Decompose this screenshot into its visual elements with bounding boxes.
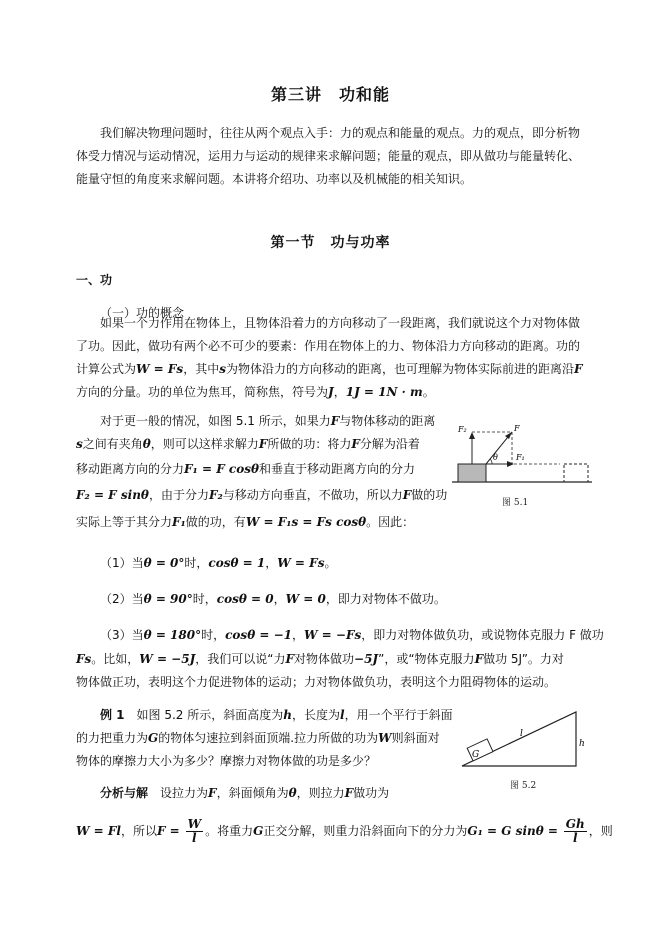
intro-paragraph: 我们解决物理问题时，往往从两个观点入手：力的观点和能量的观点。力的观点，即分析物体受力情况与运动情况，运用力与运动的规律来求解问题；能量的观点，即从做功与能量转化、能量守恒的角度来求解问题。本讲将介绍功、功率以及机械能的相关知识。 (76, 126, 581, 186)
moved-block-outline (564, 464, 588, 482)
figure-5-1-diagram (452, 420, 592, 490)
example-1-line1: 例 1 如图 5.2 所示，斜面高度为h，长度为l，用一个平行于斜面 (100, 708, 453, 722)
angle-arc (490, 459, 492, 464)
para2-line3: 移动距离方向的分力F₁ = F cosθ和垂直于移动距离方向的分力 (76, 462, 415, 476)
label-theta: θ (493, 453, 498, 462)
case-3-conclusion: 物体做正功，表明这个力促进物体的运动；力对物体做负功，表明这个力阻碍物体的运动。 (76, 675, 557, 689)
example-label: 例 1 (100, 708, 125, 722)
analysis-line1: 分析与解 设拉力为F，斜面倾角为θ，则拉力F做功为 (100, 786, 390, 800)
figure-5-2-caption: 图 5.2 (510, 781, 537, 791)
analysis-label: 分析与解 (100, 786, 149, 800)
para2-line5: 实际上等于其分力F₁做的功，有W = F₁s = Fs cosθ。因此： (76, 515, 415, 529)
formula-w-fs: W = Fs (136, 362, 184, 376)
fraction-gh-over-l: $\frac{Gh}{l}$ (565, 817, 585, 845)
analysis-line2: W = Fl，所以F = $\frac{W}{l}$ 。将重力G正交分解，则重力沿斜面向下的分力为G₁ = G sinθ = $\frac{Gh}{l}$ ，则 (76, 817, 613, 845)
para2-line2: s之间有夹角θ，则可以这样求解力F所做的功：将力F分解为沿着 (76, 437, 420, 451)
case-2: （2）当θ = 90°时，cosθ = 0，W = 0，即力对物体不做功。 (100, 592, 446, 606)
label-h: h (579, 739, 585, 749)
section-title: 第一节 功与功率 (270, 235, 391, 251)
label-f: F (514, 424, 520, 433)
para2-line4: F₂ = F sinθ，由于分力F₂与移动方向垂直，不做功，所以力F做的功 (76, 488, 448, 502)
force-f1-arrowhead (507, 461, 514, 467)
subheading-concept: （一）功的概念 (100, 306, 185, 320)
para2-line1: 对于更一般的情况，如图 5.1 所示，如果力F与物体移动的距离 (100, 414, 436, 428)
paragraph-work-definition: 如果一个力作用在物体上，且物体沿着力的方向移动了一段距离，我们就说这个力对物体做了功。因此，做功有两个必不可少的要素：作用在物体上的力、物体沿力方向移动的距离。功的计算公式为W = Fs，其中s为物体沿力的方向移动的距离，也可理解为物体实际前进的距离沿F方向的分量。功的单位为焦耳，简称焦，符号为J，1J = 1N · m。 (76, 316, 583, 399)
figure-5-2-diagram (458, 708, 588, 772)
label-f1: F₁ (516, 453, 525, 462)
formula-unit: 1J = 1N · m (345, 385, 423, 399)
label-f2: F₂ (458, 425, 467, 434)
heading-work: 一、功 (76, 273, 113, 287)
case-1: （1）当θ = 0°时，cosθ = 1，W = Fs。 (100, 556, 337, 570)
block (458, 464, 486, 482)
figure-5-1-caption: 图 5.1 (502, 498, 529, 508)
fraction-w-over-l: $\frac{W}{l}$ (187, 817, 202, 845)
case-3: （3）当θ = 180°时，cosθ = −1，W = −Fs，即力对物体做负功，或说物体克服力 F 做功 (100, 628, 604, 642)
label-l: l (520, 729, 523, 739)
example-1-line3: 物体的摩擦力大小为多少？摩擦力对物体做的功是多少？ (76, 754, 377, 768)
case-3-continued: Fs。比如，W = −5J，我们可以说“力F对物体做功−5J”，或“物体克服力F做功 5J”。力对 (76, 652, 564, 666)
force-f2-arrowhead (469, 432, 475, 439)
force-f-arrowhead (505, 432, 512, 439)
lecture-title: 第三讲 功和能 (270, 85, 390, 104)
label-g: G (472, 750, 480, 760)
example-1-line2: 的力把重力为G的物体匀速拉到斜面顶端.拉力所做的功为W则斜面对 (76, 731, 440, 745)
